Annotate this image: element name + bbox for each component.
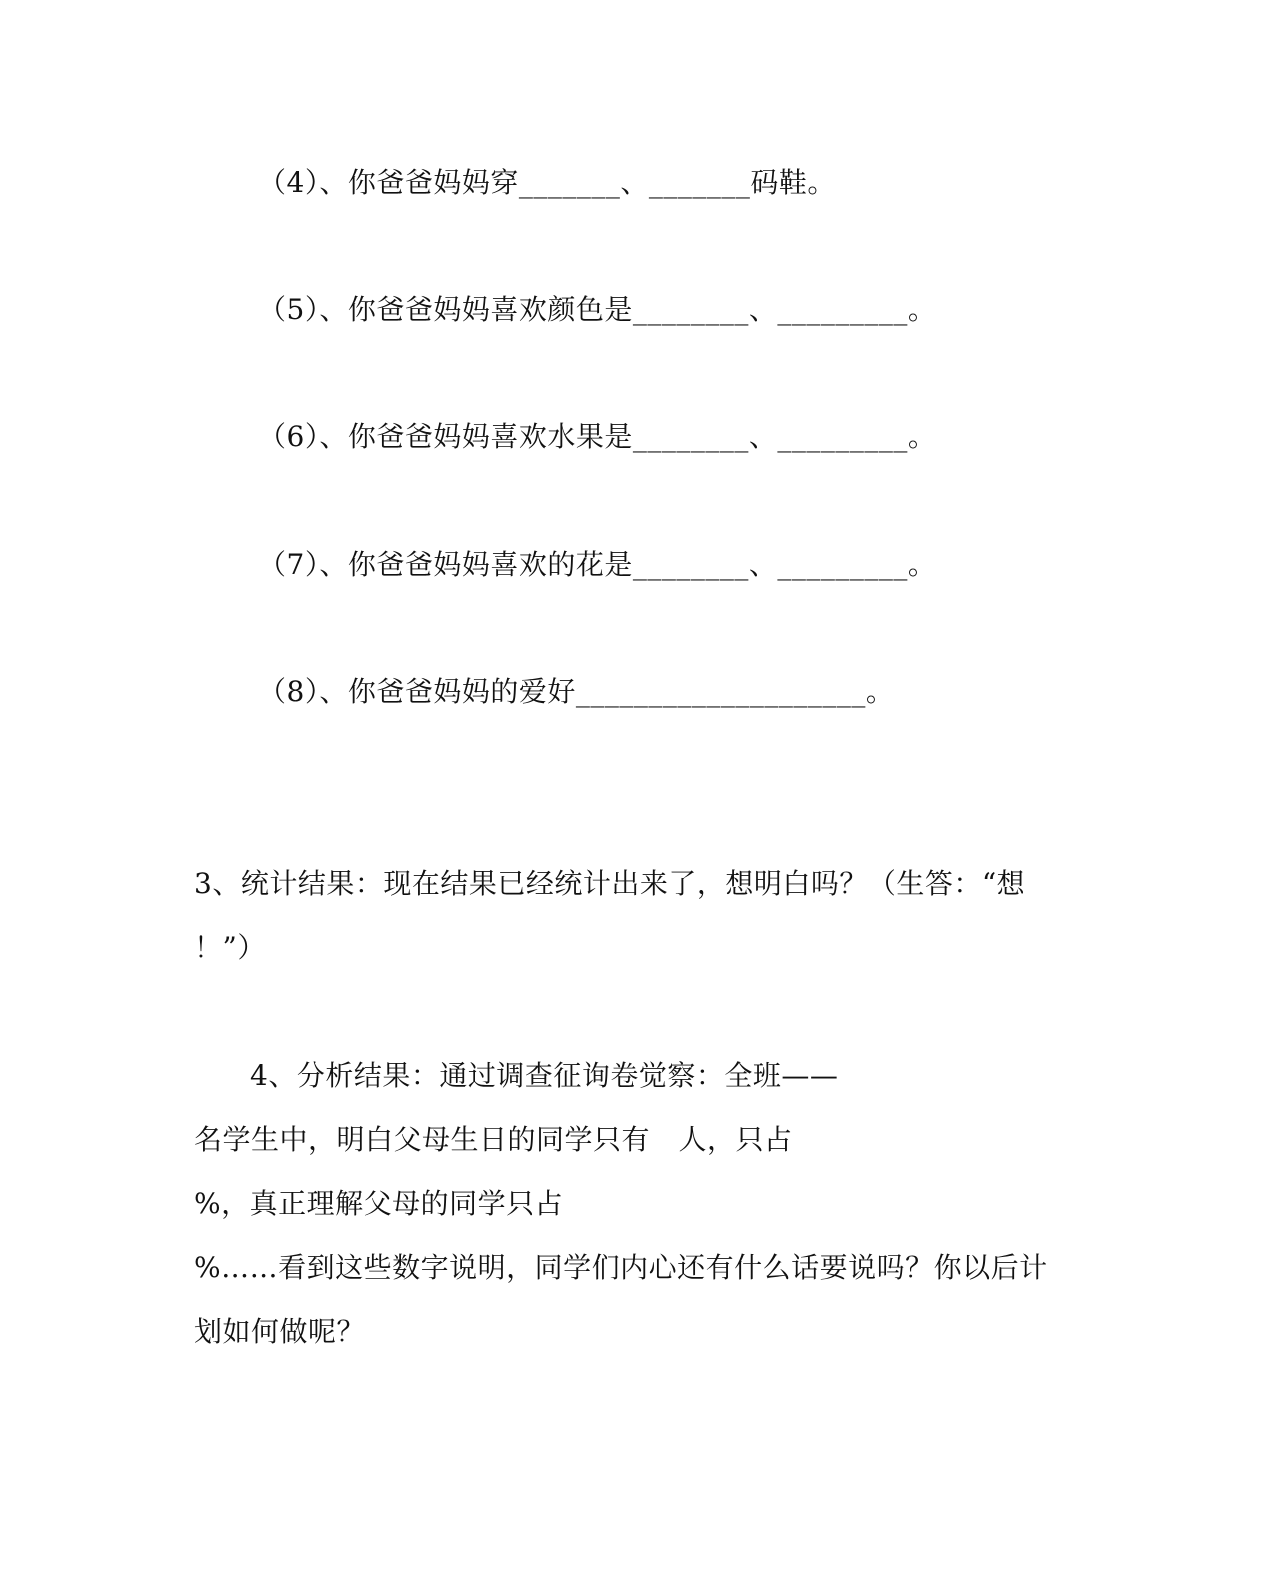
- question-6: （6）、你爸爸妈妈喜欢水果是________、_________。: [258, 420, 937, 453]
- section-4-line-4: %……看到这些数字说明，同学们内心还有什么话要说吗？你以后计: [194, 1251, 1048, 1284]
- section-4-line-5: 划如何做呢？: [194, 1315, 366, 1348]
- question-4: （4）、你爸爸妈妈穿_______、_______码鞋。: [258, 166, 836, 199]
- section-4-line-2: 名学生中，明白父母生日的同学只有 人，只占: [194, 1123, 793, 1156]
- section-4-line-3: %，真正理解父母的同学只占: [194, 1187, 564, 1220]
- section-4-line-1: 4、分析结果：通过调查征询卷觉察：全班——: [250, 1059, 839, 1092]
- section-3-line-1: 3、统计结果：现在结果已经统计出来了，想明白吗？（生答：“想: [194, 867, 1026, 900]
- question-5: （5）、你爸爸妈妈喜欢颜色是________、_________。: [258, 293, 937, 326]
- question-7: （7）、你爸爸妈妈喜欢的花是________、_________。: [258, 548, 937, 581]
- question-8: （8）、你爸爸妈妈的爱好____________________。: [258, 675, 895, 708]
- section-3-line-2: ！”）: [194, 931, 266, 964]
